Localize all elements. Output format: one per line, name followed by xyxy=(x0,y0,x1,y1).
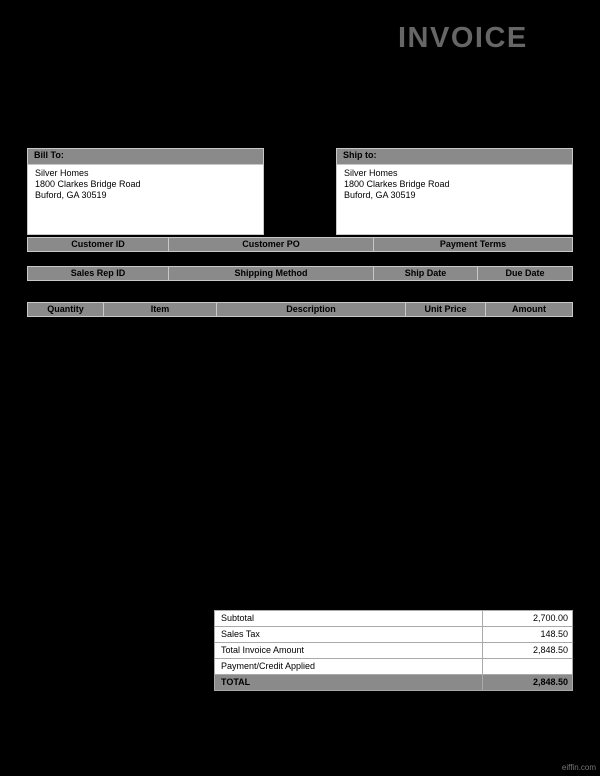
line-items-header xyxy=(27,302,573,317)
totals-value: 148.50 xyxy=(483,627,572,642)
col-quantity: Quantity xyxy=(28,303,104,316)
totals-label: Total Invoice Amount xyxy=(215,643,483,658)
ship-to-address xyxy=(337,165,572,234)
col-description: Description xyxy=(217,303,406,316)
bill-to-line: 1800 Clarkes Bridge Road xyxy=(35,179,141,189)
totals-value: 2,700.00 xyxy=(483,611,572,626)
col-item: Item xyxy=(104,303,217,316)
ship-to-line: 1800 Clarkes Bridge Road xyxy=(344,179,450,189)
totals-label: Sales Tax xyxy=(215,627,483,642)
totals-row-sales-tax xyxy=(215,627,572,643)
watermark: eiffin.com xyxy=(561,763,596,772)
col-customer-id: Customer ID xyxy=(28,238,169,251)
col-unit-price: Unit Price xyxy=(406,303,486,316)
totals-row-payment-credit xyxy=(215,659,572,675)
bill-to-line: Silver Homes xyxy=(35,168,89,178)
totals-row-total xyxy=(215,675,572,690)
ship-to-box xyxy=(336,148,573,235)
totals-table xyxy=(214,610,573,691)
invoice-title: INVOICE xyxy=(398,22,528,54)
totals-row-subtotal xyxy=(215,611,572,627)
col-customer-po: Customer PO xyxy=(169,238,374,251)
totals-label: Subtotal xyxy=(215,611,483,626)
customer-info-header xyxy=(27,237,573,252)
totals-label: TOTAL xyxy=(215,675,483,690)
totals-value: 2,848.50 xyxy=(483,643,572,658)
col-sales-rep-id: Sales Rep ID xyxy=(28,267,169,280)
col-payment-terms: Payment Terms xyxy=(439,239,507,249)
ship-to-line: Buford, GA 30519 xyxy=(344,190,416,200)
totals-value: 2,848.50 xyxy=(483,675,572,690)
ship-to-label: Ship to: xyxy=(337,149,572,165)
ship-to-line: Silver Homes xyxy=(344,168,398,178)
col-ship-date: Ship Date xyxy=(374,267,478,280)
totals-row-total-invoice xyxy=(215,643,572,659)
col-amount: Amount xyxy=(512,304,546,314)
totals-label: Payment/Credit Applied xyxy=(215,659,483,674)
col-shipping-method: Shipping Method xyxy=(169,267,374,280)
bill-to-label: Bill To: xyxy=(28,149,263,165)
shipping-info-header xyxy=(27,266,573,281)
totals-value xyxy=(483,659,572,674)
bill-to-box xyxy=(27,148,264,235)
bill-to-address xyxy=(28,165,263,234)
bill-to-line: Buford, GA 30519 xyxy=(35,190,107,200)
col-due-date: Due Date xyxy=(505,268,545,278)
